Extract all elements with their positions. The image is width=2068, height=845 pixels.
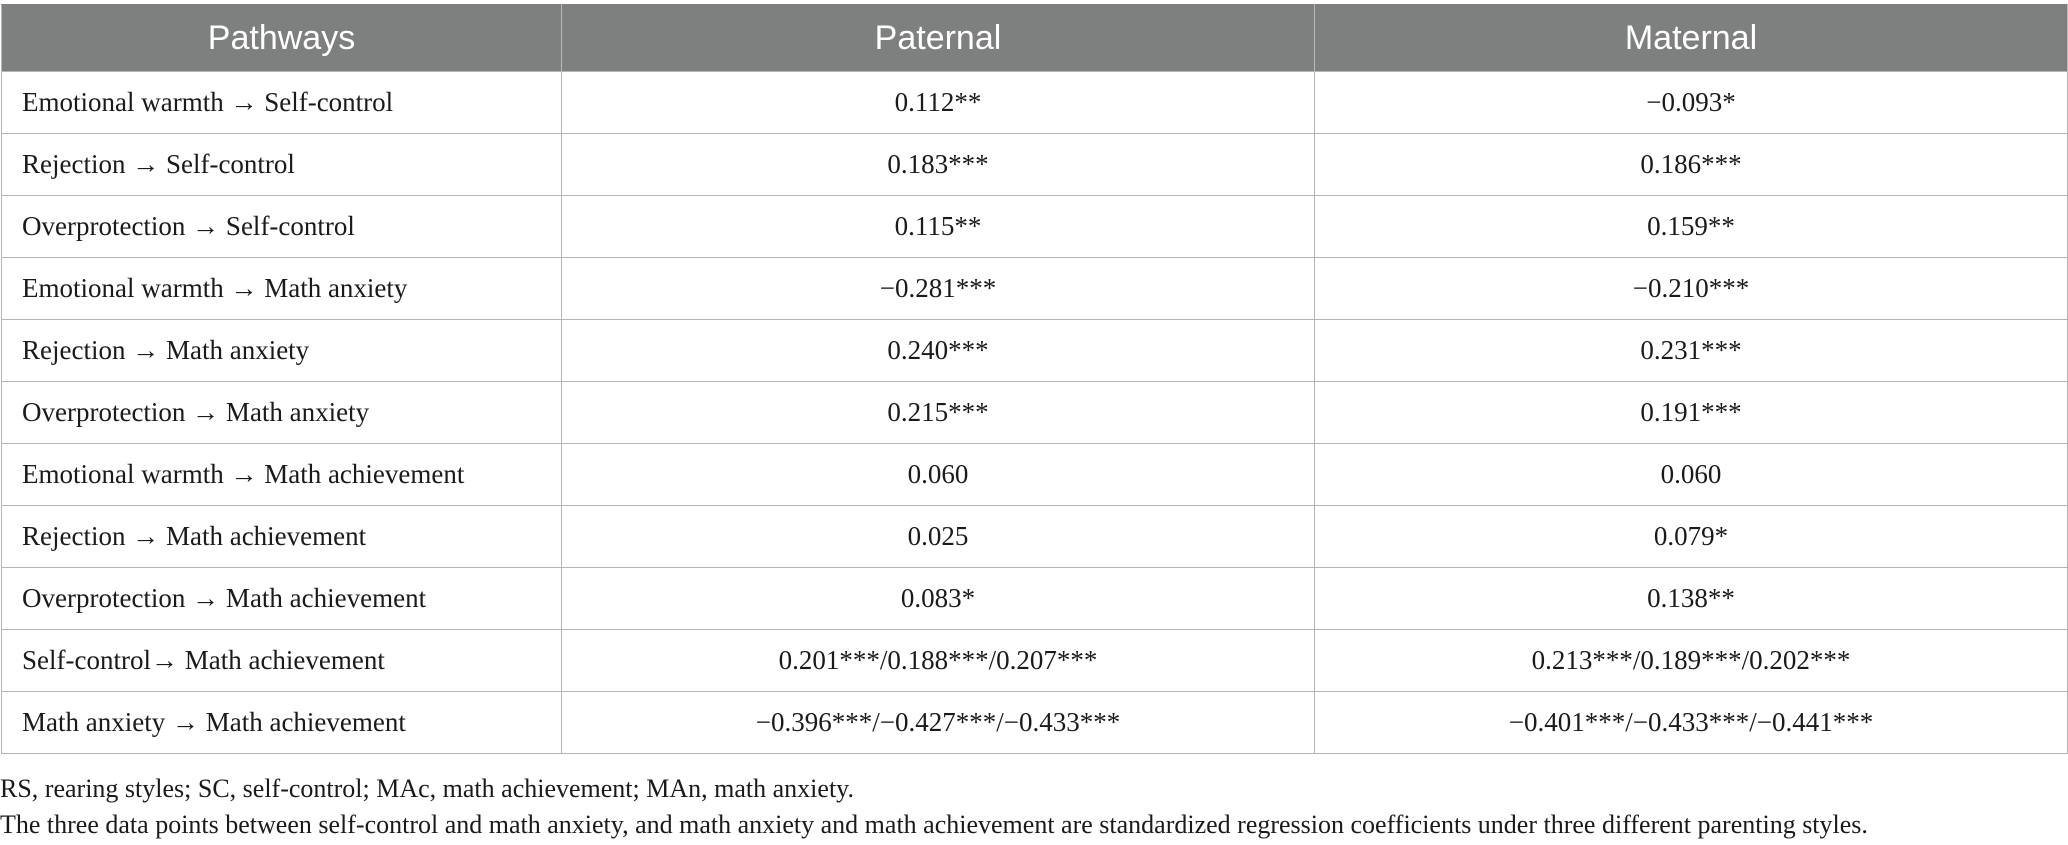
maternal-cell: 0.191*** <box>1315 382 2068 444</box>
data-points-note: The three data points between self-control and math anxiety, and math anxiety and math achievement are standardized regression coefficients under three different parenting styles. <box>0 810 1868 839</box>
maternal-cell: 0.079* <box>1315 506 2068 568</box>
paternal-cell: 0.240*** <box>562 320 1315 382</box>
maternal-cell: 0.213***/0.189***/0.202*** <box>1315 630 2068 692</box>
path-coefficient-table <box>1 4 2068 754</box>
pathway-cell: Emotional warmth → Math achievement <box>2 444 562 506</box>
table-row <box>2 134 2068 196</box>
maternal-cell: −0.093* <box>1315 72 2068 134</box>
table-header <box>2 5 2068 72</box>
table-row <box>2 630 2068 692</box>
paternal-cell: −0.281*** <box>562 258 1315 320</box>
pathway-cell: Emotional warmth → Math anxiety <box>2 258 562 320</box>
paternal-cell: 0.112** <box>562 72 1315 134</box>
table-row <box>2 444 2068 506</box>
pathway-cell: Rejection → Math achievement <box>2 506 562 568</box>
paternal-cell: 0.025 <box>562 506 1315 568</box>
paternal-cell: 0.060 <box>562 444 1315 506</box>
paternal-cell: 0.215*** <box>562 382 1315 444</box>
pathway-cell: Overprotection → Math anxiety <box>2 382 562 444</box>
table-footnotes <box>0 771 2068 843</box>
pathway-cell: Rejection → Self-control <box>2 134 562 196</box>
paternal-cell: 0.083* <box>562 568 1315 630</box>
maternal-cell: −0.210*** <box>1315 258 2068 320</box>
coefficient-table-container <box>0 4 2068 754</box>
pathway-cell: Math anxiety → Math achievement <box>2 692 562 754</box>
maternal-cell: 0.159** <box>1315 196 2068 258</box>
maternal-cell: 0.231*** <box>1315 320 2068 382</box>
pathway-cell: Emotional warmth → Self-control <box>2 72 562 134</box>
maternal-cell: 0.060 <box>1315 444 2068 506</box>
abbreviations-note: RS, rearing styles; SC, self-control; MAc, math achievement; MAn, math anxiety. <box>0 774 854 803</box>
table-body <box>2 72 2068 754</box>
table-row <box>2 692 2068 754</box>
pathway-cell: Overprotection → Math achievement <box>2 568 562 630</box>
paternal-cell: 0.201***/0.188***/0.207*** <box>562 630 1315 692</box>
paternal-cell: 0.183*** <box>562 134 1315 196</box>
pathway-cell: Overprotection → Self-control <box>2 196 562 258</box>
column-header-pathways: Pathways <box>2 5 562 72</box>
pathway-cell: Rejection → Math anxiety <box>2 320 562 382</box>
header-row <box>2 5 2068 72</box>
table-row <box>2 382 2068 444</box>
paternal-cell: 0.115** <box>562 196 1315 258</box>
table-row <box>2 196 2068 258</box>
maternal-cell: 0.186*** <box>1315 134 2068 196</box>
maternal-cell: 0.138** <box>1315 568 2068 630</box>
table-row <box>2 258 2068 320</box>
table-row <box>2 320 2068 382</box>
column-header-maternal: Maternal <box>1315 5 2068 72</box>
paternal-cell: −0.396***/−0.427***/−0.433*** <box>562 692 1315 754</box>
maternal-cell: −0.401***/−0.433***/−0.441*** <box>1315 692 2068 754</box>
table-row <box>2 568 2068 630</box>
table-row <box>2 72 2068 134</box>
column-header-paternal: Paternal <box>562 5 1315 72</box>
pathway-cell: Self-control→ Math achievement <box>2 630 562 692</box>
table-row <box>2 506 2068 568</box>
